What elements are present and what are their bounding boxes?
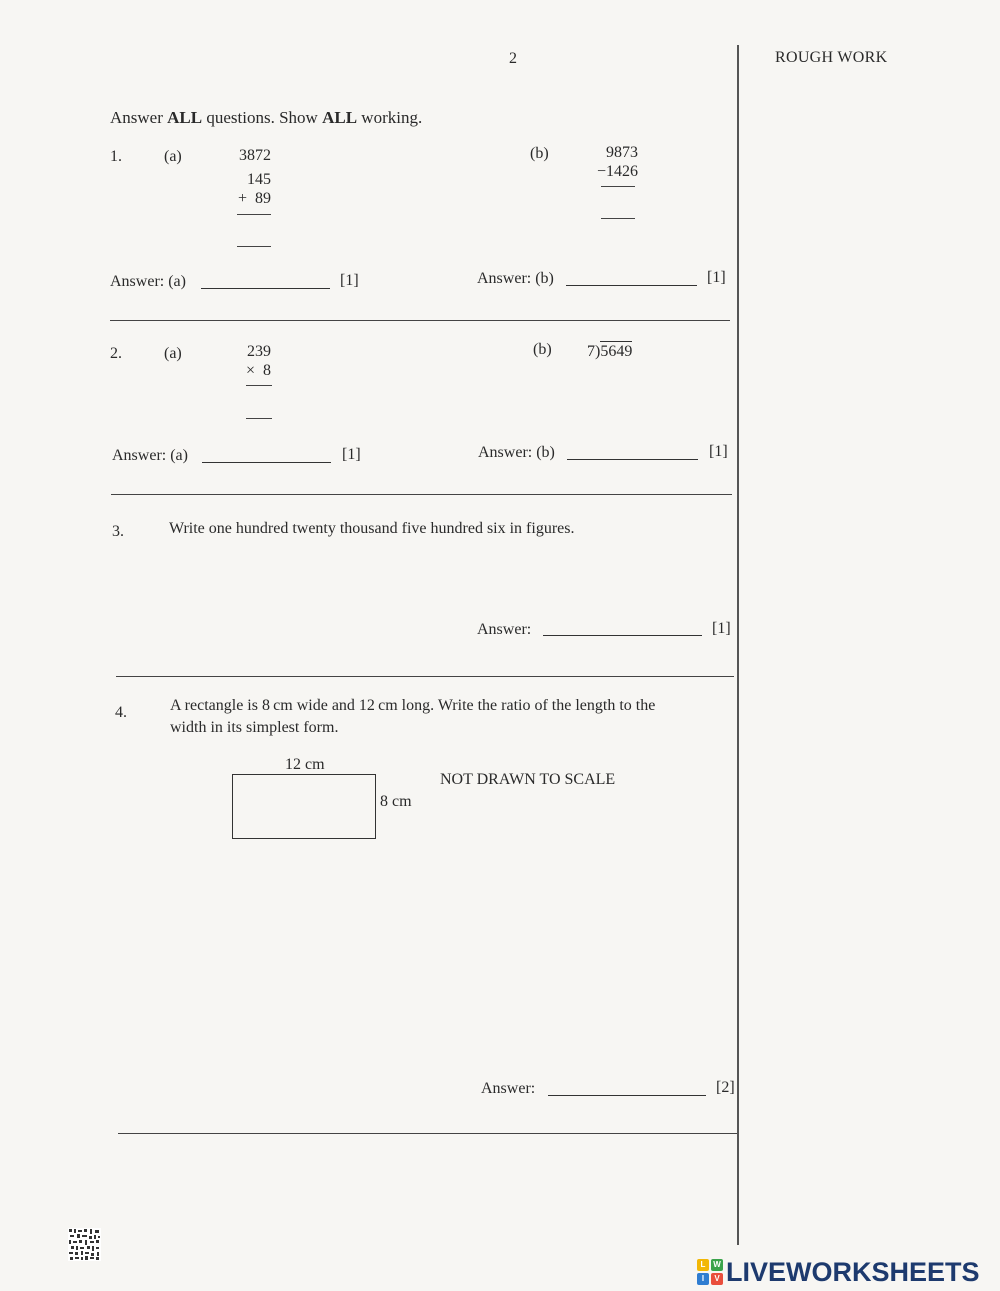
q4-answer-field[interactable] xyxy=(548,1083,706,1096)
q3-question-text: Write one hundred twenty thousand five hundred six in figures. xyxy=(169,520,575,537)
rough-work-divider xyxy=(737,45,739,1245)
q2a-answer-field[interactable] xyxy=(202,450,331,463)
q2b-answer-field[interactable] xyxy=(567,447,698,460)
q1b-marks: [1] xyxy=(707,269,726,286)
q1b-subtrahend: −1426 xyxy=(596,163,638,180)
q4-question-line-2: width in its simplest form. xyxy=(170,719,339,736)
q1b-label: (b) xyxy=(530,145,549,162)
q2a-label: (a) xyxy=(164,345,182,362)
q3-separator xyxy=(116,676,734,677)
q1-number: 1. xyxy=(110,148,122,165)
q2a-multiplier: × 8 xyxy=(245,362,271,379)
q2-separator xyxy=(111,494,732,495)
qr-code-icon xyxy=(68,1228,101,1261)
q1a-marks: [1] xyxy=(340,272,359,289)
q2a-product-line xyxy=(246,385,272,386)
not-to-scale-note: NOT DRAWN TO SCALE xyxy=(440,771,616,788)
q1-separator xyxy=(110,320,730,321)
q2a-multiplicand: 239 xyxy=(247,343,271,360)
q1b-minuend: 9873 xyxy=(606,144,638,161)
liveworksheets-logo-text: LIVEWORKSHEETS xyxy=(726,1256,980,1287)
q4-question-line-1: A rectangle is 8 cm wide and 12 cm long. Write the ratio of the length to the xyxy=(170,697,656,714)
q1a-addend-1: 3872 xyxy=(239,147,271,164)
rectangle-width-label: 8 cm xyxy=(380,793,412,810)
liveworksheets-logo-icon: L W I V xyxy=(697,1259,723,1285)
q4-number: 4. xyxy=(115,704,127,721)
q1a-answer: Answer: (a) xyxy=(110,273,186,290)
rough-work-heading: ROUGH WORK xyxy=(775,49,888,66)
q2b-marks: [1] xyxy=(709,443,728,460)
q1a-sum-line xyxy=(237,214,271,215)
q4-separator xyxy=(118,1133,737,1134)
q2a-marks: [1] xyxy=(342,446,361,463)
q1a-result-line xyxy=(237,246,271,247)
q1a-label: (a) xyxy=(164,148,182,165)
q2b-division: 7)5649 xyxy=(587,343,633,360)
q1a-addend-3: + 89 xyxy=(237,190,271,207)
q1b-answer: Answer: (b) xyxy=(477,270,554,287)
q1a-answer-field[interactable] xyxy=(201,276,330,289)
q2b-label: (b) xyxy=(533,341,552,358)
q2-number: 2. xyxy=(110,345,122,362)
q1b-answer-field[interactable] xyxy=(566,273,697,286)
q3-answer: Answer: xyxy=(477,621,532,638)
q3-answer-field[interactable] xyxy=(543,623,702,636)
q2a-result-line xyxy=(246,418,272,419)
instructions: Answer ALL questions. Show ALL working. xyxy=(110,108,423,127)
liveworksheets-logo xyxy=(697,1257,980,1287)
q2a-answer: Answer: (a) xyxy=(112,447,188,464)
q1b-result-line xyxy=(601,218,635,219)
q1b-sum-line xyxy=(601,186,635,187)
rectangle-length-label: 12 cm xyxy=(285,756,325,773)
page-number: 2 xyxy=(509,50,517,67)
q1a-addend-2: 145 xyxy=(247,171,271,188)
q2b-answer: Answer: (b) xyxy=(478,444,555,461)
q3-number: 3. xyxy=(112,523,124,540)
q3-marks: [1] xyxy=(712,620,731,637)
q4-answer: Answer: xyxy=(481,1080,536,1097)
q4-marks: [2] xyxy=(716,1079,735,1096)
rectangle-diagram xyxy=(232,774,376,839)
